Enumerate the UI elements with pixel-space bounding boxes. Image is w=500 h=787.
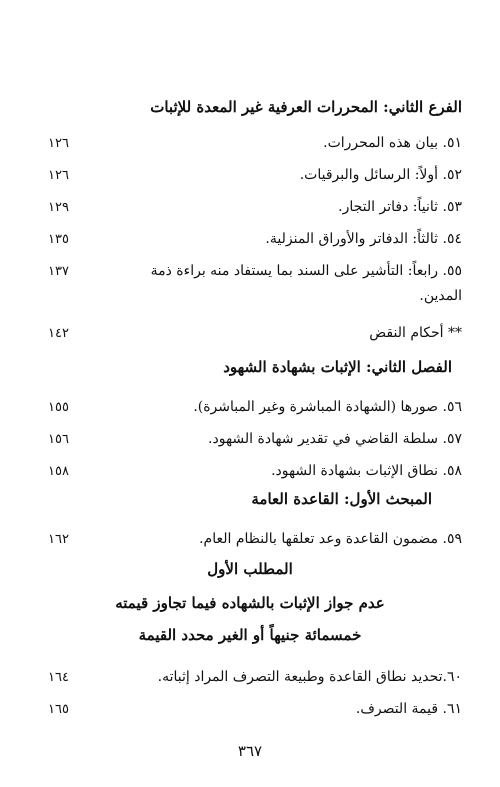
toc-entry-naqd [48,318,462,341]
toc-entry-text: ٥٢. أولاً: الرسائل والبرقيات. [299,167,462,183]
toc-entry-text: ٥٧. سلطة القاضي في تقدير شهادة الشهود. [208,431,462,447]
toc-entry-page: ١٥٨ [48,464,69,479]
toc-entry-page: ١٦٤ [48,670,69,685]
requirement-heading: المطلب الأول [207,560,293,578]
toc-entry-page: ١٤٢ [48,326,69,341]
toc-entry-text: ٥١. بيان هذه المحررات. [323,135,462,151]
toc-entry-page: ١٢٦ [48,168,69,183]
chapter-heading-witness-testimony: الفصل الثاني: الإثبات بشهادة الشهود [223,358,452,376]
toc-entry-text: ٦١. قيمة التصرف. [355,701,462,717]
requirement-title-line-1: عدم جواز الإثبات بالشهاده فيما تجاوز قيمته [115,594,385,612]
toc-entry-text: ٥٣. ثانياً: دفاتر التجار. [338,199,462,215]
toc-entry-text: ٥٨. نطاق الإثبات بشهادة الشهود. [271,463,462,479]
toc-entry [48,192,462,215]
toc-entry [48,662,462,685]
toc-entry-page: ١٥٥ [48,400,69,415]
requirement-title-line-2: خمسمائة جنيهاً أو الغير محدد القيمة [138,626,362,644]
toc-entry-page: ١٣٧ [48,264,69,279]
section-heading-customary-documents: الفرع الثاني: المحررات العرفية غير المعدة للإثبات [150,98,462,116]
toc-entry [48,424,462,447]
toc-entry [48,128,462,151]
toc-entry [48,224,462,247]
toc-entry [48,694,462,717]
toc-entry [48,524,462,547]
toc-entry-text: ** أحكام النقض [369,325,462,341]
toc-entry-page: ١٣٥ [48,232,69,247]
toc-entry-text: ٦٠.تحديد نطاق القاعدة وطبيعة التصرف المراد إثباته. [157,669,462,685]
toc-entry-page: ١٦٥ [48,702,69,717]
toc-entry-text: ٥٥. رابعاً: التأشير على السند بما يستفاد منه براءة ذمة [150,263,462,279]
toc-entry-continuation: المدين. [419,288,462,304]
section-heading-general-rule: المبحث الأول: القاعدة العامة [251,490,432,508]
toc-entry-page: ١٥٦ [48,432,69,447]
toc-entry-page: ١٦٢ [48,532,69,547]
page-number: ٣٦٧ [237,742,263,760]
toc-entry [48,456,462,479]
toc-entry [48,392,462,415]
toc-entry-page: ١٢٩ [48,200,69,215]
toc-entry [48,256,462,279]
toc-entry-text: ٥٩. مضمون القاعدة وعد تعلقها بالنظام العام. [199,531,462,547]
toc-entry [48,160,462,183]
toc-entry-text: ٥٦. صورها (الشهادة المباشرة وغير المباشرة). [193,399,462,415]
toc-entry-text: ٥٤. ثالثاً: الدفاتر والأوراق المنزلية. [265,231,462,247]
toc-entry-page: ١٢٦ [48,136,69,151]
